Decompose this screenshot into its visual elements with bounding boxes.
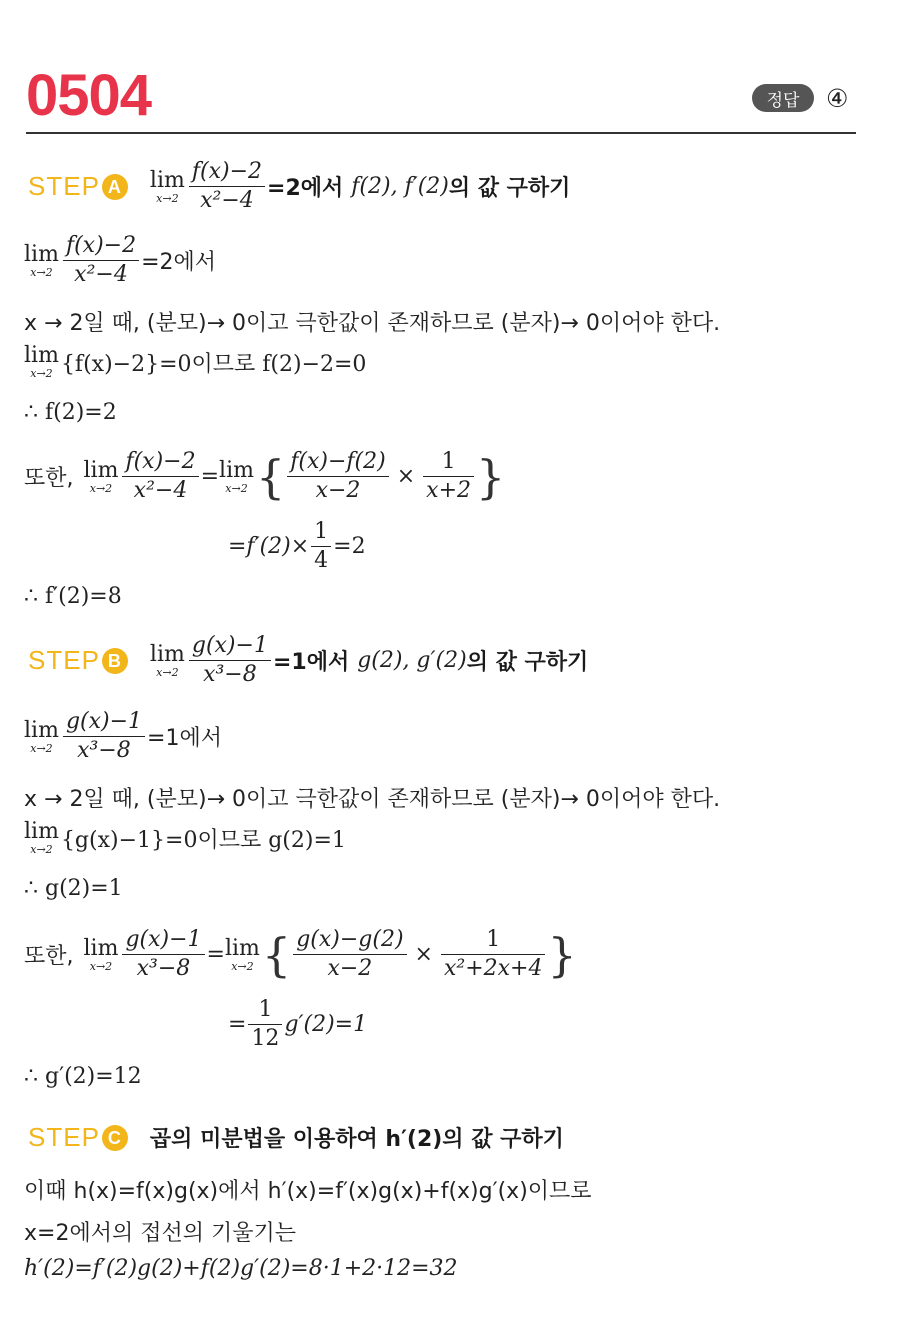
- a-line-2: x → 2일 때, (분모)→ 0이고 극한값이 존재하므로 (분자)→ 0이어야 한다.: [24, 311, 721, 336]
- left-brace: {: [255, 449, 286, 504]
- a-line-7: ∴ f′(2)=8: [24, 584, 122, 609]
- b-line-3: [24, 820, 346, 856]
- c-line-1: 이때 h(x)=f(x)g(x)에서 h′(x)=f′(x)g(x)+f(x)g′(x)이므로: [24, 1179, 592, 1204]
- step-b-label: STEP B: [28, 645, 128, 676]
- a-line-4: ∴ f(2)=2: [24, 400, 117, 425]
- limit: lim x→2: [24, 717, 59, 755]
- equals: =: [228, 1012, 247, 1037]
- b-line-3-body: {g(x)−1}=0이므로 g(2)=1: [60, 827, 346, 853]
- a-line-1-tail: =2에서: [141, 250, 217, 275]
- step-a-title-tail: =2에서: [267, 176, 344, 201]
- times: ×: [396, 464, 416, 489]
- step-b-title-end: 의 값 구하기: [466, 650, 589, 675]
- step-c-label: STEP C: [28, 1122, 128, 1153]
- b-line-6: [228, 996, 367, 1053]
- limit: lim x→2: [83, 935, 119, 973]
- step-a-title-values: f(2), f′(2): [351, 174, 449, 199]
- a-line-6: [228, 518, 366, 575]
- equals: =: [200, 464, 220, 489]
- step-b-title-values: g(2), g′(2): [357, 648, 467, 673]
- limit: lim x→2: [149, 641, 185, 679]
- step-a-title-end: 의 값 구하기: [448, 176, 571, 201]
- times: ×: [414, 942, 433, 967]
- fraction: $\frac{f(x)-2}{\text{x²−4}}$: [189, 158, 265, 215]
- answer-badge: 정답: [752, 84, 814, 112]
- a-line-3-body: {f(x)−2}=0이므로 f(2)−2=0: [60, 351, 367, 377]
- fraction: $\frac{g(x)-1}{\text{x³−8}}$: [63, 708, 145, 765]
- problem-number: 0504: [26, 63, 152, 128]
- b-line-4: ∴ g(2)=1: [24, 876, 123, 901]
- also-label: 또한,: [24, 944, 74, 969]
- step-a-heading: [28, 158, 570, 215]
- b-line-5: [24, 926, 577, 983]
- step-a-label: STEP A: [28, 171, 128, 202]
- fraction: $\frac{g(x)-g(2)}{x-2}$: [293, 926, 406, 983]
- a-line-1: [24, 232, 216, 289]
- right-brace: }: [476, 449, 506, 504]
- limit: lim x→2: [24, 343, 59, 380]
- also-label: 또한,: [24, 466, 74, 491]
- fraction: $\frac{1}{4}$: [311, 518, 331, 575]
- limit: lim x→2: [83, 457, 119, 495]
- step-b-heading: [28, 632, 588, 689]
- left-brace: {: [261, 927, 292, 982]
- right-brace: }: [547, 927, 577, 982]
- limit: lim x→2: [219, 457, 254, 495]
- limit: lim x→2: [149, 167, 185, 205]
- b-line-6-tail: g′(2)=1: [284, 1012, 368, 1037]
- limit: lim x→2: [24, 241, 59, 279]
- fraction: $\frac{f(x)-2}{\text{x²−4}}$: [122, 448, 198, 505]
- a-line-3: [24, 344, 366, 380]
- a-line-5: [24, 448, 505, 505]
- fraction: $\frac{f(x)-2}{\text{x²−4}}$: [63, 232, 139, 289]
- b-line-2: x → 2일 때, (분모)→ 0이고 극한값이 존재하므로 (분자)→ 0이어야 한다.: [24, 787, 721, 812]
- b-line-1: [24, 708, 222, 765]
- step-b-title-tail: =1에서: [272, 650, 350, 675]
- step-c-title: 곱의 미분법을 이용하여 h′(2)의 값 구하기: [149, 1127, 564, 1152]
- step-c-heading: [28, 1122, 564, 1153]
- limit: lim x→2: [224, 935, 260, 973]
- b-line-7: ∴ g′(2)=12: [24, 1064, 142, 1089]
- c-line-3: h′(2)=f′(2)g(2)+f(2)g′(2)=8·1+2·12=32: [24, 1256, 458, 1281]
- limit: lim x→2: [24, 819, 59, 856]
- answer-value: ④: [826, 84, 849, 113]
- a-line-6-tail: =2: [333, 534, 366, 559]
- fraction: $\frac{g(x)-1}{\text{x³−8}}$: [122, 926, 204, 983]
- fraction: $\frac{1}{x+2}$: [423, 448, 474, 505]
- fraction: $\frac{g(x)-1}{\text{x³−8}}$: [189, 632, 271, 689]
- fraction: $\frac{f(x)-f(2)}{x-2}$: [287, 448, 388, 505]
- c-line-2: x=2에서의 접선의 기울기는: [24, 1221, 296, 1246]
- a-line-6-body: =f′(2)×: [228, 534, 310, 559]
- header-divider: [26, 132, 856, 134]
- fraction: $\frac{1}{12}$: [248, 996, 282, 1053]
- equals: =: [206, 942, 225, 967]
- fraction: $\frac{1}{\text{x²+2x+4}}$: [441, 926, 546, 983]
- b-line-1-tail: =1에서: [147, 726, 222, 751]
